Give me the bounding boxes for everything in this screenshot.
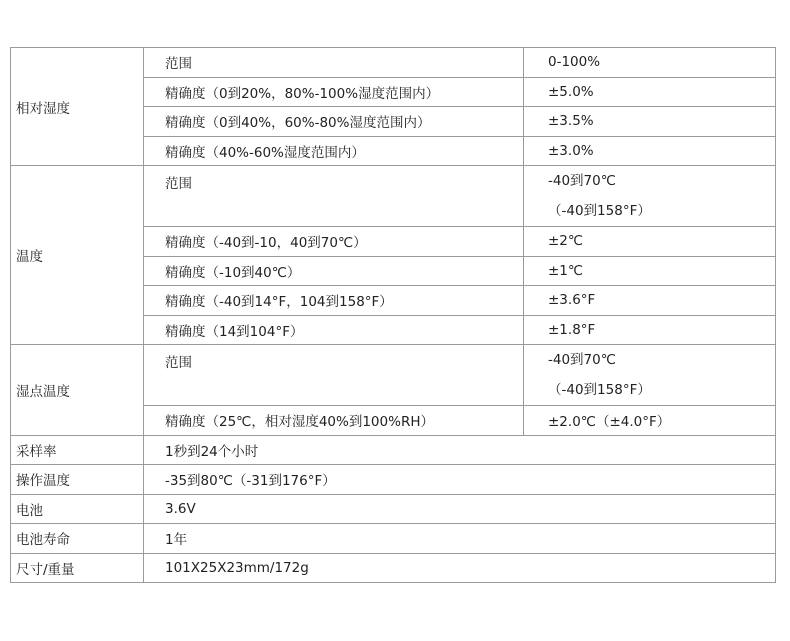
spec-name: 精确度（0到20%，80%-100%湿度范围内） (144, 77, 524, 107)
table-row (11, 345, 776, 406)
spec-value: 0-100% (524, 48, 776, 78)
table-row (11, 166, 776, 227)
spec-name: 范围 (144, 166, 524, 227)
spec-value: ±3.5% (524, 107, 776, 137)
spec-name: 精确度（-10到40℃） (144, 256, 524, 286)
spec-value-multiline (524, 345, 776, 406)
spec-name: 范围 (144, 345, 524, 406)
spec-name: 精确度（14到104°F） (144, 315, 524, 345)
spec-value: ±5.0% (524, 77, 776, 107)
row-value: 101X25X23mm/172g (144, 553, 776, 583)
table-row (11, 553, 776, 583)
spec-name: 范围 (144, 48, 524, 78)
table-row (11, 465, 776, 495)
spec-name: 精确度（-40到14°F，104到158°F） (144, 286, 524, 316)
table-row (11, 435, 776, 465)
row-value: 3.6V (144, 494, 776, 524)
row-label: 电池 (11, 494, 144, 524)
row-label: 采样率 (11, 435, 144, 465)
spec-value-multiline (524, 166, 776, 227)
row-value: 1秒到24个小时 (144, 435, 776, 465)
table-row (11, 48, 776, 78)
spec-name: 精确度（40%-60%湿度范围内） (144, 136, 524, 166)
spec-name: 精确度（0到40%，60%-80%湿度范围内） (144, 107, 524, 137)
row-label: 尺寸/重量 (11, 553, 144, 583)
table-row (11, 524, 776, 554)
value-line-celsius: -40到70℃ (548, 352, 616, 368)
value-line-celsius: -40到70℃ (548, 173, 616, 189)
spec-sheet (10, 47, 775, 583)
spec-value: ±2℃ (524, 227, 776, 257)
spec-value: ±3.6°F (524, 286, 776, 316)
value-line-fahrenheit: （-40到158°F） (548, 382, 651, 398)
spec-value: ±1.8°F (524, 315, 776, 345)
spec-value: ±1℃ (524, 256, 776, 286)
group-label-temperature: 温度 (11, 166, 144, 345)
spec-value: ±3.0% (524, 136, 776, 166)
spec-name: 精确度（25℃，相对湿度40%到100%RH） (144, 406, 524, 436)
table-row (11, 494, 776, 524)
group-label-humidity: 相对湿度 (11, 48, 144, 166)
spec-value: ±2.0℃（±4.0°F） (524, 406, 776, 436)
group-label-dew-point: 湿点温度 (11, 345, 144, 436)
value-line-fahrenheit: （-40到158°F） (548, 203, 651, 219)
row-value: -35到80℃（-31到176°F） (144, 465, 776, 495)
row-label: 操作温度 (11, 465, 144, 495)
row-value: 1年 (144, 524, 776, 554)
row-label: 电池寿命 (11, 524, 144, 554)
spec-table (10, 47, 776, 583)
spec-name: 精确度（-40到-10，40到70℃） (144, 227, 524, 257)
